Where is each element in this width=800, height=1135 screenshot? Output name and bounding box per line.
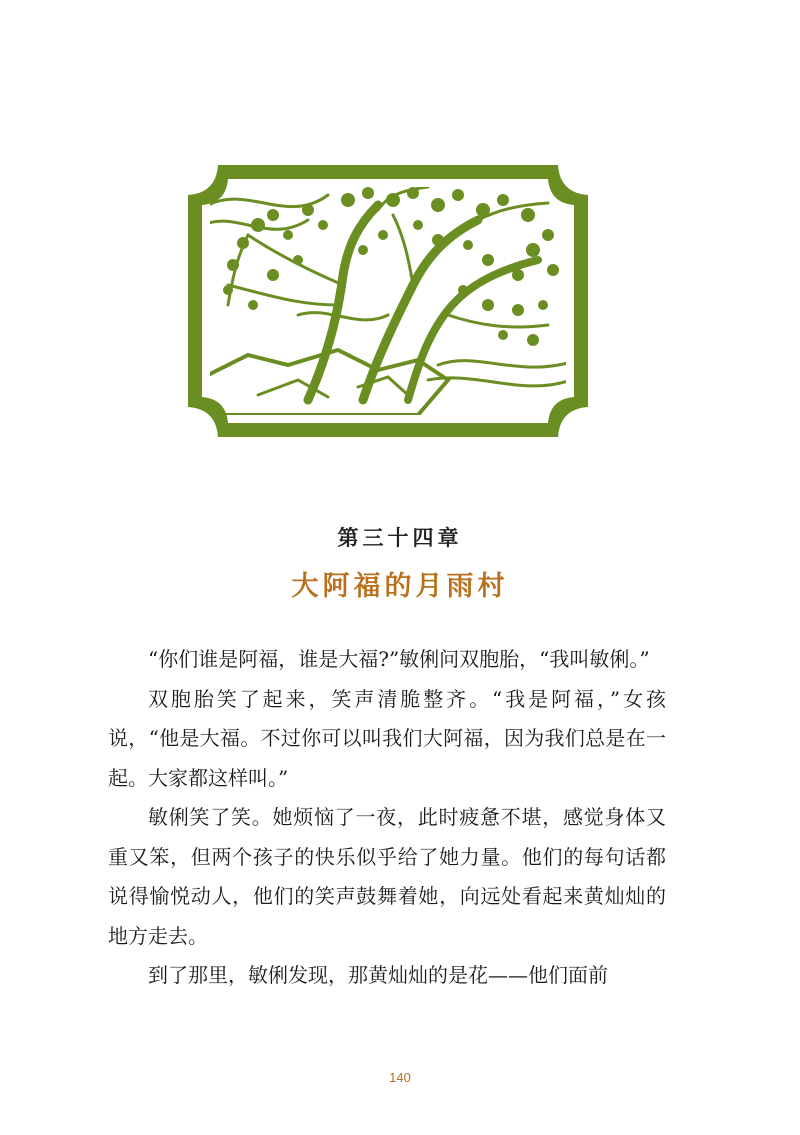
page-number: 140 xyxy=(389,1070,411,1085)
chapter-number: 第三十四章 xyxy=(337,526,463,550)
chapter-body xyxy=(108,640,666,996)
paragraph: 双胞胎笑了起来，笑声清脆整齐。“我是阿福，”女孩说，“他是大福。不过你可以叫我们大阿福，因为我们总是在一起。大家都这样叫。” xyxy=(108,686,666,790)
paragraph: 到了那里，敏俐发现，那黄灿灿的是花——他们面前 xyxy=(148,963,608,987)
tree-papercut-illustration xyxy=(188,165,588,437)
chapter-title: 大阿福的月雨村 xyxy=(291,571,509,602)
paragraph: 敏俐笑了笑。她烦恼了一夜，此时疲惫不堪，感觉身体又重又笨，但两个孩子的快乐似乎给了她力量。他们的每句话都说得愉悦动人，他们的笑声鼓舞着她，向远处看起来黄灿灿的地方走去。 xyxy=(108,805,666,948)
paragraph: “你们谁是阿福，谁是大福?”敏俐问双胞胎，“我叫敏俐。” xyxy=(148,647,650,671)
